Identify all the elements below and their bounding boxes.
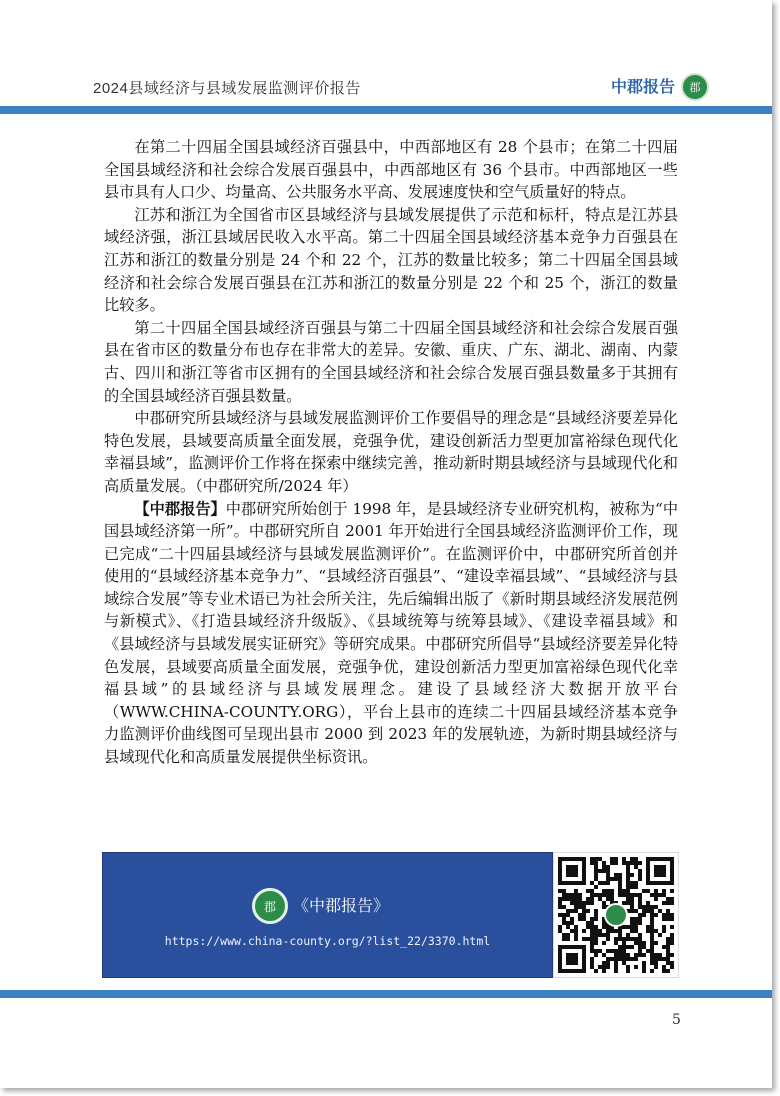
qr-code-graphic — [554, 853, 678, 977]
qr-code-icon[interactable] — [553, 852, 679, 978]
promo-banner[interactable] — [102, 852, 553, 978]
paragraph-1: 在第二十四届全国县域经济百强县中，中西部地区有 28 个县市；在第二十四届全国县域经济和社会综合发展百强县中，中西部地区有 36 个县市。中西部地区一些县市具有人口少、均量高、公共服务水平高、发展速度快和空气质量好的特点。 — [104, 138, 678, 202]
about-text: 中郡研究所始创于 1998 年，是县域经济专业研究机构，被称为“中国县域经济第一所”。中郡研究所自 2001 年开始进行全国县域经济监测评价工作，现已完成“二十四届县域经济与县域发展监测评价”。在监测评价中，中郡研究所首创并使用的“县域经济基本竞争力”、“县域经济百强县”、“建设幸福县域”、“县域经济与县域综合发展”等专业术语已为社会所关注，先后编辑出版了《新时期县域经济发展范例与新模式》、《打造县域经济升级版》、《县域统筹与统筹县域》、《建设幸福县域》和《县域经济与县域发展实证研究》等研究成果。中郡研究所倡导“县域经济要差异化特色发展，县域要高质量全面发展，竞强争优，建设创新活力型更加富裕绿色现代化幸福县域”的县域经济与县域发展理念。建设了县域经济大数据开放平台（WWW.CHINA-COUNTY.ORG），平台上县市的连续二十四届县域经济基本竞争力监测评价曲线图可呈现出县市 2000 到 2023 年的发展轨迹，为新时期县域经济与县域现代化和高质量发展提供坐标资讯。 — [104, 499, 679, 767]
page-number: 5 — [672, 1012, 681, 1028]
about-paragraph — [104, 498, 678, 769]
paragraph-2: 江苏和浙江为全国省市区县域经济与县域发展提供了示范和标杆，特点是江苏县域经济强，浙江县域居民收入水平高。第二十四届全国县域经济基本竞争力百强县在江苏和浙江的数量分别是 24 个和 22 个，江苏的数量比较多；第二十四届全国县域经济和社会综合发展百强县在江苏和浙江的数量分别是 22 个和 25 个，浙江的数量比较多。 — [104, 205, 678, 315]
header-divider — [0, 106, 772, 114]
article-body — [104, 136, 678, 769]
brand-name: 中郡报告 — [611, 79, 676, 96]
report-title: 2024县域经济与县域发展监测评价报告 — [93, 80, 361, 97]
paragraph-3: 第二十四届全国县域经济百强县与第二十四届全国县域经济和社会综合发展百强县在省市区的数量分布也存在非常大的差异。安徽、重庆、广东、湖北、湖南、内蒙古、四川和浙江等省市区拥有的全国县域经济和社会综合发展百强县数量多于其拥有的全国县域经济百强县数量。 — [104, 318, 678, 405]
about-label: 【中郡报告】 — [134, 499, 226, 518]
banner-logo-icon: 郡 — [252, 888, 288, 924]
logo-icon: 郡 — [681, 73, 709, 101]
banner-url-link[interactable]: https://www.china-county.org/?list_22/3370.html — [164, 934, 491, 948]
banner-title: 《中郡报告》 — [293, 896, 390, 915]
footer-divider — [0, 990, 772, 998]
paragraph-4: 中郡研究所县域经济与县域发展监测评价工作要倡导的理念是“县域经济要差异化特色发展，县域要高质量全面发展，竞强争优，建设创新活力型更加富裕绿色现代化幸福县域”，监测评价工作将在探索中继续完善，推动新时期县域经济与县域现代化和高质量发展。（中郡研究所/2024 年） — [104, 409, 678, 495]
